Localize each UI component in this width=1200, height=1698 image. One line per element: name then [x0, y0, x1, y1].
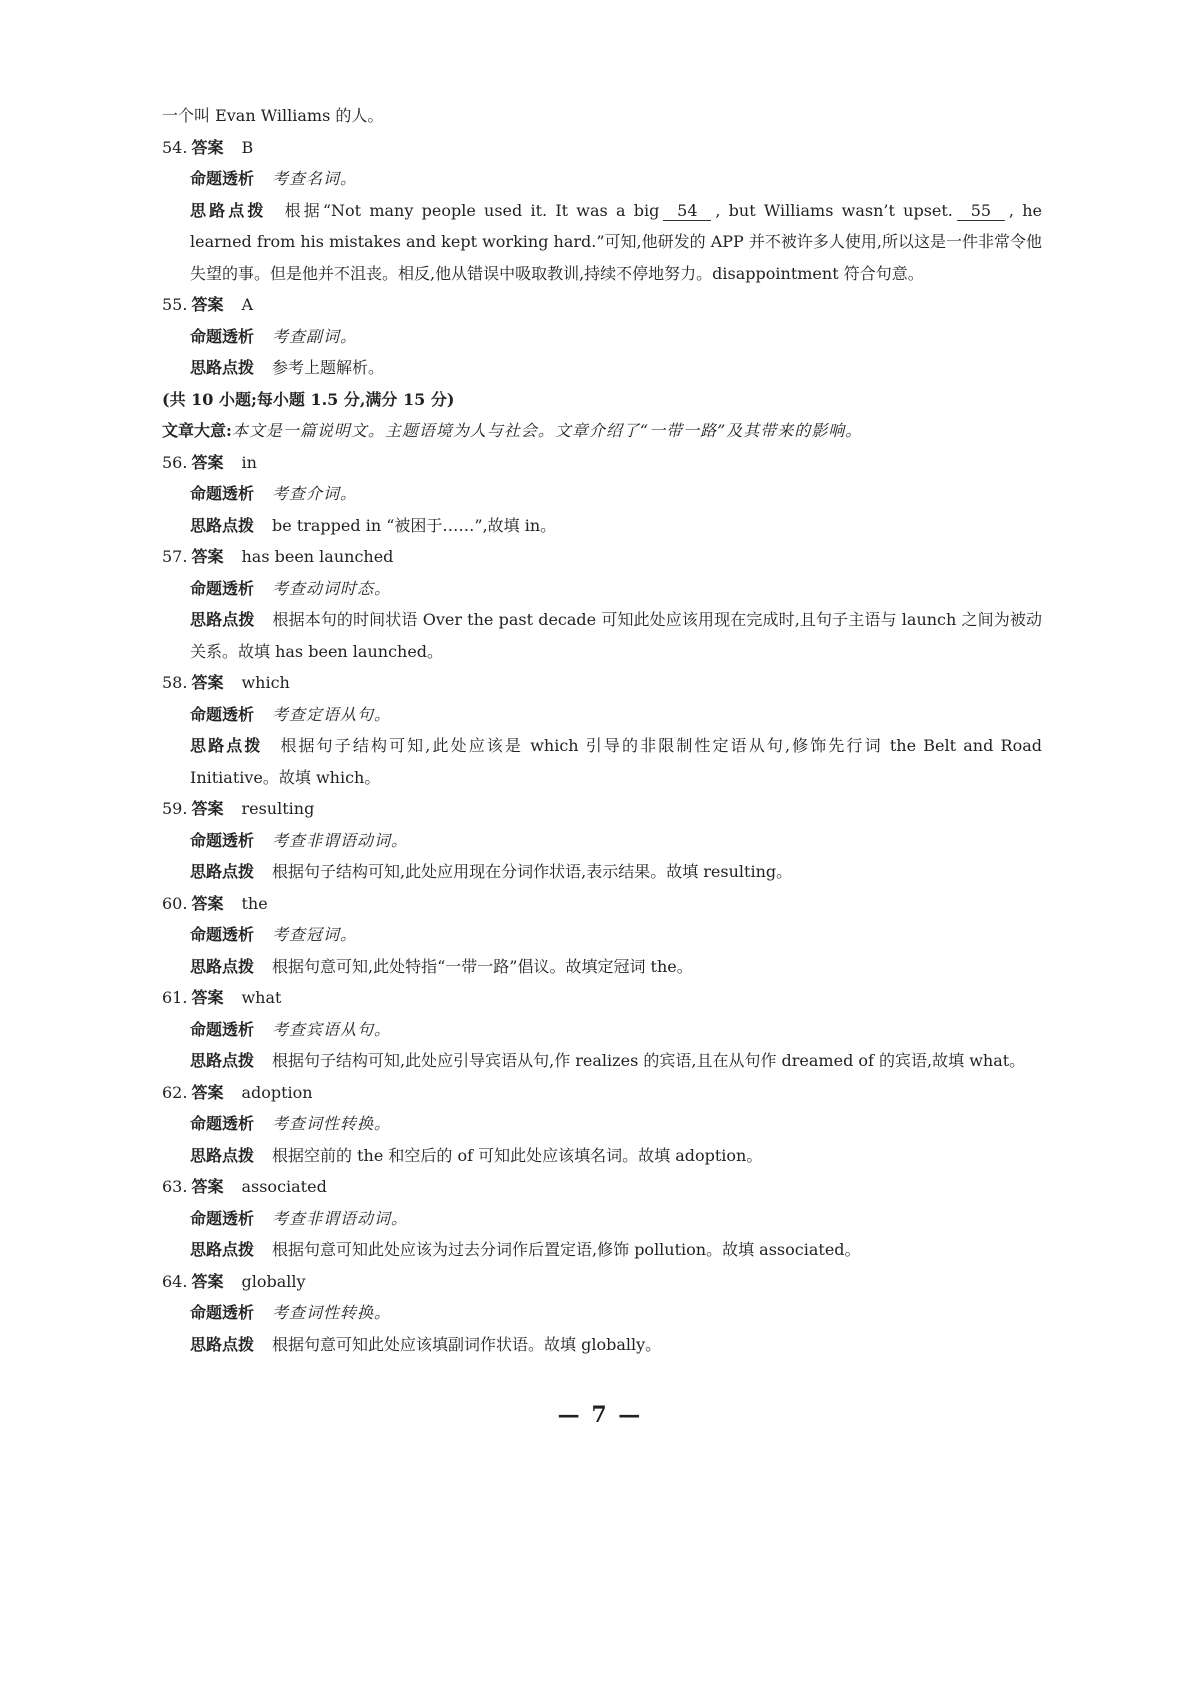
analysis-label: 命题透析: [190, 484, 255, 503]
answer-value: A: [241, 295, 254, 314]
page-number: — 7 —: [557, 1402, 643, 1428]
question-number: 60.: [162, 893, 188, 913]
hint-label: 思路点拨: [190, 862, 255, 881]
answer-value: has been launched: [241, 547, 394, 566]
analysis-text: 考查非谓语动词。: [272, 830, 409, 850]
question-number: 56.: [162, 452, 188, 472]
analysis-60: [162, 919, 1042, 951]
question-number: 58.: [162, 673, 188, 692]
answer-label: 答案: [191, 295, 224, 314]
section-heading: (共 10 小题;每小题 1.5 分,满分 15 分): [162, 389, 455, 409]
hint-57: [162, 604, 1042, 667]
question-number: 63.: [162, 1177, 188, 1196]
answer-61: [162, 982, 1042, 1014]
analysis-59: [162, 825, 1042, 857]
answer-label: 答案: [191, 1177, 224, 1196]
analysis-62: [162, 1108, 1042, 1140]
hint-text: 根据空前的 the 和空后的 of 可知此处应该填名词。故填 adoption。: [272, 1145, 763, 1165]
hint-55: [162, 352, 1042, 384]
answer-label: 答案: [191, 1271, 224, 1291]
answer-label: 答案: [191, 1082, 224, 1102]
answer-value: associated: [241, 1177, 327, 1196]
analysis-label: 命题透析: [190, 704, 255, 724]
blank-55: 55: [957, 202, 1005, 221]
analysis-label: 命题透析: [190, 1114, 255, 1133]
answer-label: 答案: [191, 673, 224, 692]
analysis-text: 考查宾语从句。: [272, 1019, 392, 1039]
intro-line: 一个叫 Evan Williams 的人。: [162, 106, 384, 125]
answer-55: [162, 289, 1042, 321]
hint-label: 思路点拨: [190, 1051, 255, 1070]
hint-text: 参考上题解析。: [272, 358, 385, 377]
summary-text: 本文是一篇说明文。主题语境为人与社会。文章介绍了“一带一路”及其带来的影响。: [231, 421, 863, 440]
analysis-61: [162, 1014, 1042, 1046]
answer-label: 答案: [191, 893, 224, 913]
answer-56: [162, 447, 1042, 479]
question-number: 57.: [162, 547, 188, 566]
hint-61: [162, 1045, 1042, 1077]
hint-text: 根据句意可知此处应该填副词作状语。故填 globally。: [272, 1334, 662, 1354]
answer-value: which: [241, 673, 290, 692]
hint-text: 根据句子结构可知,此处应引导宾语从句,作 realizes 的宾语,且在从句作 dreamed of 的宾语,故填 what。: [272, 1051, 1026, 1070]
hint-text-a: 根据“Not many people used it. It was a big: [284, 200, 660, 220]
answer-58: [162, 667, 1042, 699]
analysis-63: [162, 1203, 1042, 1235]
answer-label: 答案: [191, 137, 224, 157]
question-number: 62.: [162, 1082, 188, 1102]
analysis-label: 命题透析: [190, 578, 255, 598]
analysis-text: 考查词性转换。: [272, 1114, 392, 1133]
hint-label: 思路点拨: [190, 1240, 255, 1259]
hint-label: 思路点拨: [190, 956, 255, 976]
answer-label: 答案: [191, 547, 224, 566]
blank-54: 54: [663, 202, 711, 221]
answer-59: [162, 793, 1042, 825]
hint-63: [162, 1234, 1042, 1266]
analysis-label: 命题透析: [190, 326, 255, 346]
analysis-label: 命题透析: [190, 830, 255, 850]
hint-text: 根据句子结构可知,此处应该是 which 引导的非限制性定语从句,修饰先行词 the Belt and Road Initiative。故填 which。: [190, 736, 1042, 787]
answer-63: [162, 1171, 1042, 1203]
analysis-text: 考查定语从句。: [272, 704, 392, 724]
answer-value: in: [241, 452, 257, 472]
analysis-text: 考查名词。: [272, 169, 358, 188]
hint-label: 思路点拨: [190, 1334, 255, 1354]
analysis-55: [162, 321, 1042, 353]
hint-56: [162, 510, 1042, 542]
analysis-text: 考查词性转换。: [272, 1303, 392, 1322]
answer-54: [162, 132, 1042, 164]
question-number: 55.: [162, 295, 188, 314]
hint-59: [162, 856, 1042, 888]
hint-label: 思路点拨: [190, 200, 267, 220]
answer-value: what: [241, 988, 282, 1007]
answer-value: resulting: [241, 799, 315, 818]
analysis-label: 命题透析: [190, 925, 255, 944]
question-number: 64.: [162, 1271, 188, 1291]
analysis-label: 命题透析: [190, 169, 255, 188]
answer-57: [162, 541, 1042, 573]
analysis-text: 考查冠词。: [272, 925, 358, 944]
analysis-text: 考查介词。: [272, 484, 358, 503]
answer-label: 答案: [191, 452, 224, 472]
summary-label: 文章大意:: [162, 421, 232, 440]
hint-62: [162, 1140, 1042, 1172]
hint-text-c: , he learned: [190, 200, 1042, 251]
hint-58: [162, 730, 1042, 793]
question-number: 61.: [162, 988, 188, 1007]
analysis-58: [162, 699, 1042, 731]
analysis-57: [162, 573, 1042, 605]
hint-64: [162, 1329, 1042, 1361]
answer-key-content: [162, 100, 1042, 1360]
analysis-54: [162, 163, 1042, 195]
article-summary: [162, 415, 1042, 447]
hint-60: [162, 951, 1042, 983]
answer-64: [162, 1266, 1042, 1298]
answer-value: globally: [241, 1271, 306, 1291]
hint-text: 根据句子结构可知,此处应用现在分词作状语,表示结果。故填 resulting。: [272, 862, 793, 881]
analysis-label: 命题透析: [190, 1303, 255, 1322]
analysis-56: [162, 478, 1042, 510]
hint-label: 思路点拨: [190, 515, 255, 535]
question-number: 54.: [162, 137, 188, 157]
analysis-text: 考查副词。: [272, 326, 358, 346]
answer-value: adoption: [241, 1082, 313, 1102]
hint-text: 根据本句的时间状语 Over the past decade 可知此处应该用现在完成时,且句子主语与 launch 之间为被动关系。故填 has been launched。: [190, 610, 1042, 661]
hint-label: 思路点拨: [190, 610, 255, 629]
hint-text: be trapped in “被困于……”,故填 in。: [272, 515, 557, 535]
hint-54: [162, 195, 1042, 290]
question-number: 59.: [162, 799, 188, 818]
analysis-64: [162, 1297, 1042, 1329]
answer-value: B: [241, 137, 254, 157]
analysis-text: 考查非谓语动词。: [272, 1208, 409, 1228]
analysis-label: 命题透析: [190, 1019, 255, 1039]
answer-label: 答案: [191, 799, 224, 818]
hint-text: 根据句意可知,此处特指“一带一路”倡议。故填定冠词 the。: [272, 956, 693, 976]
hint-text-d: from his mistakes and kept working hard.”可知,他研发的 APP 并不被许多人使用,所以这是一件非常令他失望的事。但是他并不沮丧。相反,他从错误中吸取教训,持续不停地努力。disappointment 符合句意。: [190, 232, 1042, 283]
answer-label: 答案: [191, 988, 224, 1007]
hint-label: 思路点拨: [190, 1145, 255, 1165]
hint-text-b: , but Williams wasn’t upset.: [715, 200, 953, 220]
hint-text: 根据句意可知此处应该为过去分词作后置定语,修饰 pollution。故填 associated。: [272, 1240, 861, 1259]
hint-label: 思路点拨: [190, 736, 263, 755]
answer-60: [162, 888, 1042, 920]
analysis-text: 考查动词时态。: [272, 578, 392, 598]
answer-62: [162, 1077, 1042, 1109]
answer-value: the: [241, 893, 268, 913]
analysis-label: 命题透析: [190, 1208, 255, 1228]
hint-label: 思路点拨: [190, 358, 255, 377]
